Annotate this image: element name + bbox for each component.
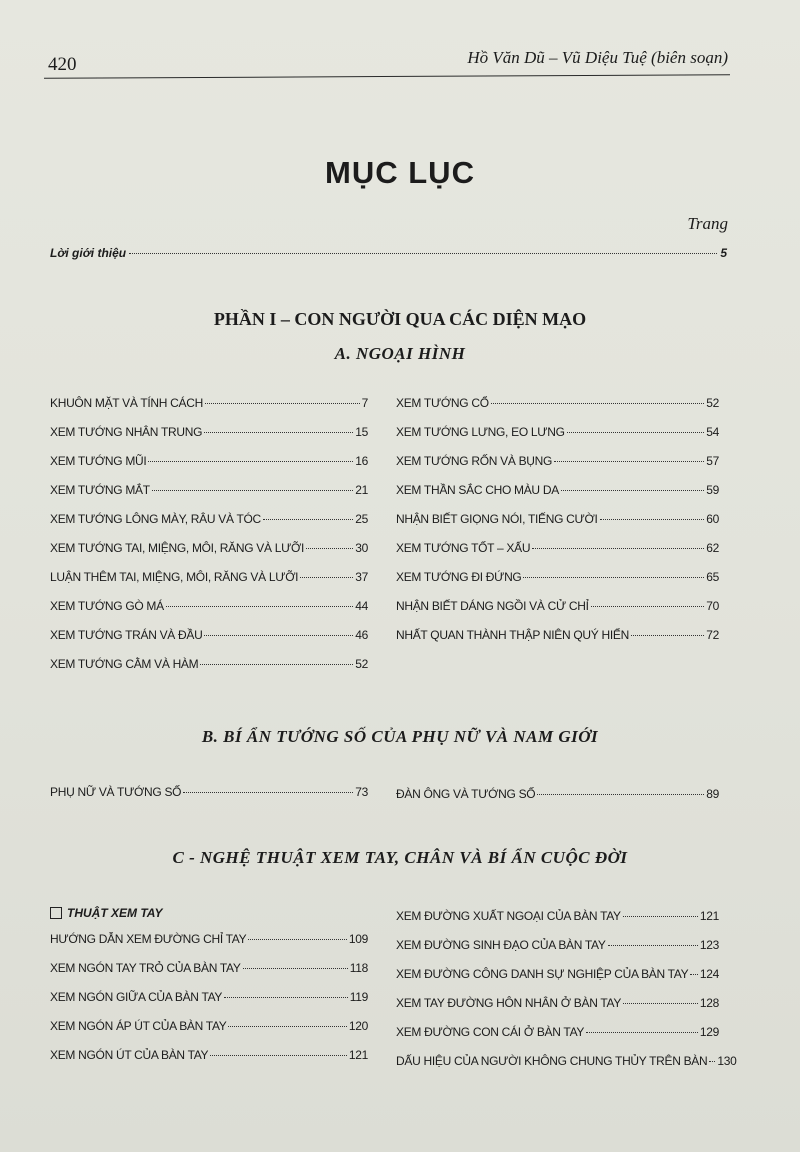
dot-leader [263,519,353,520]
entry-label: ĐÀN ÔNG VÀ TƯỚNG SỐ [396,787,536,801]
entry-label: XEM TƯỚNG RỐN VÀ BỤNG [396,454,553,468]
dot-leader [608,945,698,946]
dot-leader [129,253,717,254]
entry-label: XEM TAY ĐƯỜNG HÔN NHÂN Ở BÀN TAY [396,996,622,1010]
entry-label: NHẬN BIẾT DÁNG NGỒI VÀ CỬ CHỈ [396,599,589,613]
entry-label: XEM TƯỚNG CẰM VÀ HÀM [50,657,199,671]
toc-entry-intro[interactable] [50,246,727,260]
entry-page: 121 [348,1048,368,1062]
toc-entry[interactable] [50,961,368,990]
entry-page: 73 [355,785,368,799]
part-title: PHẦN I – CON NGƯỜI QUA CÁC DIỆN MẠO [213,309,587,329]
entry-page: 52 [706,396,719,410]
dot-leader [586,1032,698,1033]
entry-label: HƯỚNG DẪN XEM ĐƯỜNG CHỈ TAY [50,932,247,946]
entry-page: 15 [355,425,368,439]
entry-page: 70 [706,599,719,613]
entry-page: 109 [348,932,368,946]
running-head: Hồ Văn Dũ – Vũ Diệu Tuệ (biên soạn) [467,48,728,67]
entry-page: 46 [355,628,368,642]
toc-entry[interactable] [50,396,368,425]
entry-page: 30 [355,541,368,555]
entry-page: 44 [355,599,368,613]
entry-label: XEM ĐƯỜNG CÔNG DANH SỰ NGHIỆP CỦA BÀN TAY [396,967,689,981]
section-b-left-column [50,785,368,814]
entry-label: XEM ĐƯỜNG XUẤT NGOẠI CỦA BÀN TAY [396,909,621,923]
toc-entry[interactable] [396,512,719,541]
section-a-right-column [396,396,719,657]
toc-entry[interactable] [50,599,368,628]
dot-leader [532,548,704,549]
section-c-right-column [396,909,737,1083]
toc-entry[interactable] [396,1054,737,1083]
entry-page: 120 [348,1019,368,1033]
entry-page: 59 [706,483,719,497]
section-c-title: C - NGHỆ THUẬT XEM TAY, CHÂN VÀ BÍ ẨN CUỘC ĐỜI [172,848,628,867]
dot-leader [152,490,353,491]
toc-entry[interactable] [50,657,368,686]
entry-label: XEM TƯỚNG NHÂN TRUNG [50,425,203,439]
dot-leader [210,1055,347,1056]
entry-label: XEM TƯỚNG ĐI ĐỨNG [396,570,522,584]
dot-leader [204,635,353,636]
entry-label: XEM TƯỚNG MŨI [50,454,147,468]
toc-entry[interactable] [396,483,719,512]
section-c-left-column [50,932,368,1077]
entry-page: 7 [361,396,368,410]
entry-label: XEM TƯỚNG LÔNG MÀY, RÂU VÀ TÓC [50,512,261,526]
entry-label: XEM THẦN SẮC CHO MÀU DA [396,483,559,497]
entry-label: NHẤT QUAN THÀNH THẬP NIÊN QUÝ HIỂN [396,628,629,642]
entry-label: XEM TƯỚNG TỐT – XẤU [396,541,531,555]
dot-leader [709,1061,715,1062]
toc-entry[interactable] [396,787,719,816]
toc-entry[interactable] [50,454,368,483]
toc-entry[interactable] [50,628,368,657]
section-a-left-column [50,396,368,686]
page-column-label: Trang [687,214,728,233]
dot-leader [183,792,353,793]
entry-label: XEM NGÓN TAY TRỎ CỦA BÀN TAY [50,961,241,975]
section-a-title: A. NGOẠI HÌNH [334,344,466,363]
dot-leader [148,461,353,462]
checkbox-icon [50,907,62,919]
dot-leader [600,519,705,520]
entry-page: 118 [349,961,368,975]
toc-entry[interactable] [50,1048,368,1077]
toc-entry[interactable] [396,909,719,938]
entry-label: XEM NGÓN ÚT CỦA BÀN TAY [50,1048,209,1062]
entry-label: XEM ĐƯỜNG CON CÁI Ở BÀN TAY [396,1025,585,1039]
entry-label: XEM TƯỚNG MẮT [50,483,150,497]
dot-leader [248,939,347,940]
subhead-label: THUẬT XEM TAY [67,906,163,920]
dot-leader [631,635,704,636]
entry-label: XEM TƯỚNG TRÁN VÀ ĐẦU [50,628,203,642]
dot-leader [306,548,353,549]
entry-page: 121 [699,909,719,923]
dot-leader [224,997,348,998]
entry-page: 119 [349,990,368,1004]
section-b-right-column [396,787,719,816]
dot-leader [537,794,704,795]
entry-page: 72 [706,628,719,642]
entry-label: XEM TƯỚNG CỔ [396,396,489,410]
dot-leader [166,606,353,607]
dot-leader [554,461,704,462]
entry-page: 57 [706,454,719,468]
dot-leader [205,403,360,404]
entry-page: 89 [706,787,719,801]
entry-page: 54 [706,425,719,439]
entry-page: 123 [699,938,719,952]
toc-entry[interactable] [50,570,368,599]
toc-entry[interactable] [396,396,719,425]
entry-page: 21 [355,483,368,497]
entry-label: NHẬN BIẾT GIỌNG NÓI, TIẾNG CƯỜI [396,512,598,526]
entry-page: 25 [355,512,368,526]
toc-entry[interactable] [396,541,719,570]
dot-leader [561,490,704,491]
entry-label: PHỤ NỮ VÀ TƯỚNG SỐ [50,785,182,799]
toc-entry[interactable] [50,785,368,814]
toc-entry[interactable] [396,599,719,628]
entry-label: DẤU HIỆU CỦA NGƯỜI KHÔNG CHUNG THỦY TRÊN BÀN [396,1054,708,1068]
entry-page: 52 [355,657,368,671]
header-rule [44,74,730,79]
dot-leader [491,403,705,404]
entry-page: 5 [720,246,727,260]
entry-label: KHUÔN MẶT VÀ TÍNH CÁCH [50,396,203,410]
entry-label: XEM TƯỚNG LƯNG, EO LƯNG [396,425,565,439]
toc-entry[interactable] [396,938,719,967]
page-number: 420 [48,54,77,75]
toc-entry[interactable] [50,1019,368,1048]
toc-entry[interactable] [50,990,368,1019]
entry-page: 62 [706,541,719,555]
toc-entry[interactable] [50,932,368,961]
toc-entry[interactable] [50,512,368,541]
entry-label: XEM TƯỚNG GÒ MÁ [50,599,164,613]
toc-entry[interactable] [396,1025,719,1054]
entry-label: XEM ĐƯỜNG SINH ĐẠO CỦA BÀN TAY [396,938,606,952]
toc-entry[interactable] [396,570,719,599]
entry-page: 130 [717,1054,737,1068]
entry-page: 16 [355,454,368,468]
entry-label: XEM NGÓN GIỮA CỦA BÀN TAY [50,990,223,1004]
dot-leader [591,606,705,607]
toc-entry[interactable] [396,996,719,1025]
dot-leader [228,1026,346,1027]
dot-leader [200,664,353,665]
entry-page: 37 [355,570,368,584]
entry-label: LUẬN THÊM TAI, MIỆNG, MÔI, RĂNG VÀ LƯỠI [50,570,299,584]
toc-entry[interactable] [50,541,368,570]
entry-page: 129 [699,1025,719,1039]
entry-page: 60 [706,512,719,526]
entry-label: XEM NGÓN ÁP ÚT CỦA BÀN TAY [50,1019,227,1033]
toc-entry[interactable] [396,425,719,454]
toc-entry[interactable] [396,454,719,483]
entry-page: 128 [699,996,719,1010]
entry-page: 65 [706,570,719,584]
section-c-subhead [50,906,163,920]
section-b-title: B. BÍ ẨN TƯỚNG SỐ CỦA PHỤ NỮ VÀ NAM GIỚI [201,727,599,746]
page-title: MỤC LỤC [325,155,475,190]
dot-leader [523,577,704,578]
dot-leader [623,1003,698,1004]
entry-label: XEM TƯỚNG TAI, MIỆNG, MÔI, RĂNG VÀ LƯỠI [50,541,305,555]
toc-entry[interactable] [396,628,719,657]
dot-leader [567,432,705,433]
toc-entry[interactable] [50,425,368,454]
dot-leader [623,916,698,917]
dot-leader [204,432,353,433]
dot-leader [300,577,353,578]
entry-page: 124 [699,967,719,981]
entry-label: Lời giới thiệu [50,246,127,260]
dot-leader [243,968,348,969]
dot-leader [690,974,698,975]
toc-entry[interactable] [50,483,368,512]
toc-entry[interactable] [396,967,719,996]
